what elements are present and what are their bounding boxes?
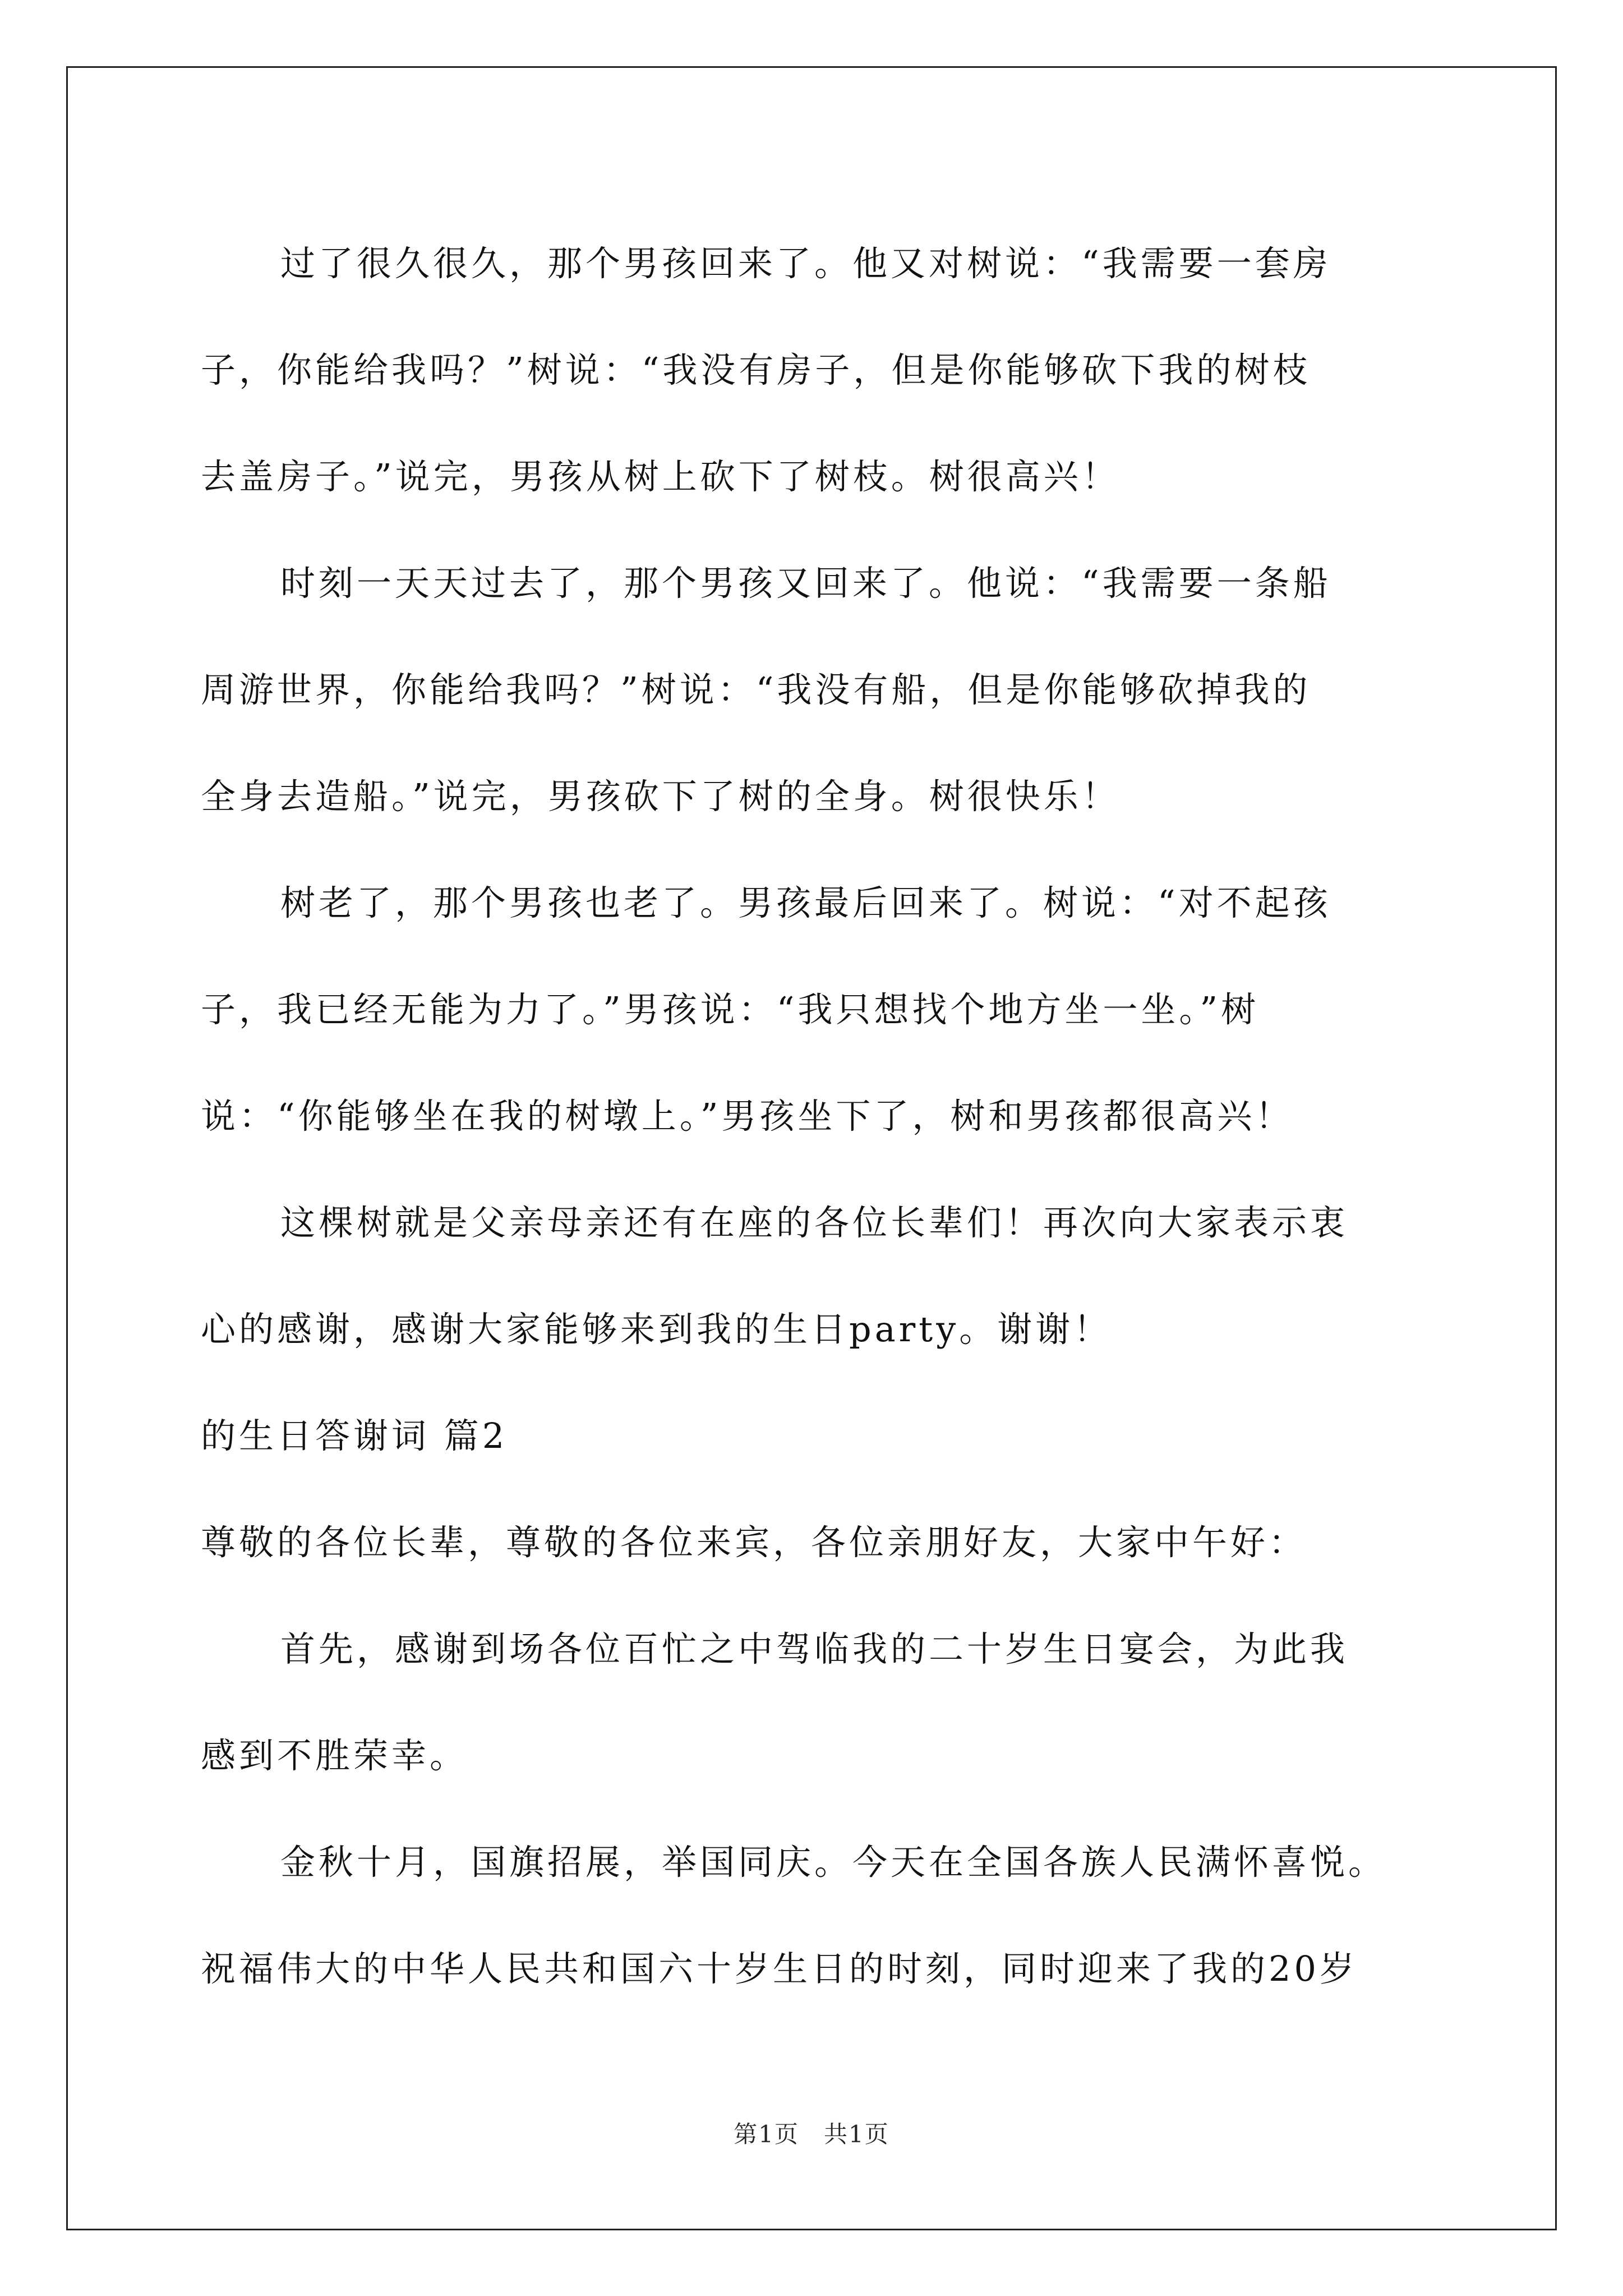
text-line: 说：“你能够坐在我的树墩上。”男孩坐下了，树和男孩都很高兴！ [201,1096,1294,1137]
section-heading: 的生日答谢词 篇2 [201,1415,508,1456]
text-line: 周游世界，你能给我吗？”树说：“我没有船，但是你能够砍掉我的 [201,669,1311,710]
text-line: 子，我已经无能为力了。”男孩说：“我只想找个地方坐一坐。”树 [201,989,1260,1030]
text-line: 过了很久很久，那个男孩回来了。他又对树说：“我需要一套房 [280,243,1331,284]
text-line: 金秋十月，国旗招展，举国同庆。今天在全国各族人民满怀喜悦。 [280,1842,1387,1883]
document-body [201,210,1437,2022]
text-line: 全身去造船。”说完，男孩砍下了树的全身。树很快乐！ [201,776,1120,817]
text-line: 去盖房子。”说完，男孩从树上砍下了树枝。树很高兴！ [201,456,1120,497]
salutation-line: 尊敬的各位长辈，尊敬的各位来宾，各位亲朋好友，大家中午好： [201,1522,1307,1563]
text-line: 心的感谢，感谢大家能够来到我的生日party。谢谢！ [201,1309,1112,1350]
text-line: 首先，感谢到场各位百忙之中驾临我的二十岁生日宴会，为此我 [280,1628,1349,1669]
text-line: 时刻一天天过去了，那个男孩又回来了。他说：“我需要一条船 [280,563,1331,604]
text-line: 树老了，那个男孩也老了。男孩最后回来了。树说：“对不起孩 [280,882,1331,923]
text-line: 这棵树就是父亲母亲还有在座的各位长辈们！再次向大家表示衷 [280,1202,1349,1243]
text-line: 祝福伟大的中华人民共和国六十岁生日的时刻，同时迎来了我的20岁 [201,1948,1358,1989]
text-line: 感到不胜荣幸。 [201,1735,468,1776]
text-line: 子，你能给我吗？”树说：“我没有房子，但是你能够砍下我的树枝 [201,349,1311,390]
page-number-footer: 第1页 共1页 [734,2120,889,2148]
